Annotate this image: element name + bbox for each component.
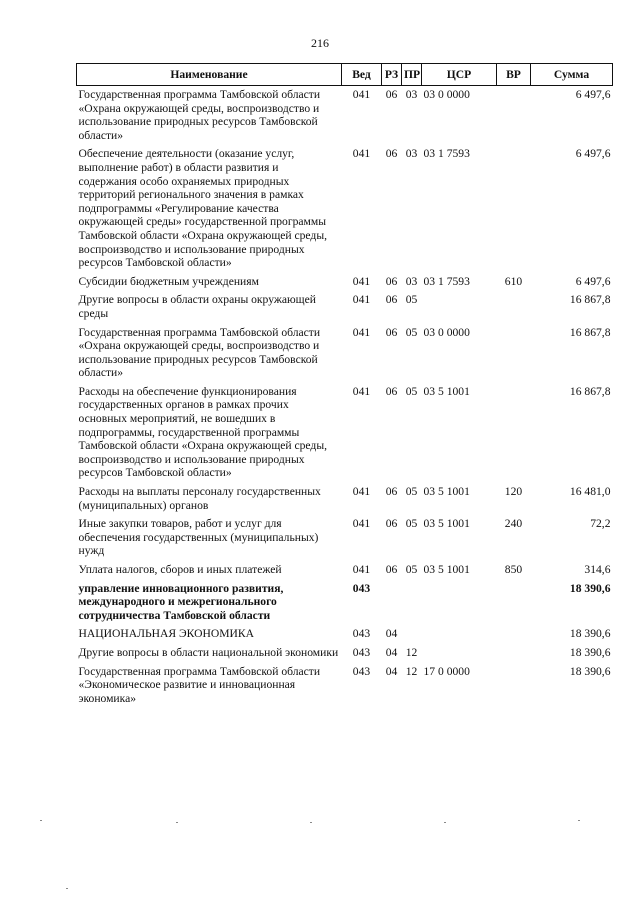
cell-vr: 610 xyxy=(504,274,523,288)
cell-ved: 043 xyxy=(352,645,371,659)
table-row xyxy=(77,663,613,709)
header-name: Наименование xyxy=(77,64,342,86)
cell-vr xyxy=(497,644,531,663)
cell-vr xyxy=(497,324,531,383)
header-sum: Сумма xyxy=(531,64,613,86)
cell-pr: 05 xyxy=(405,563,418,576)
table-row xyxy=(77,383,613,483)
cell-csr: 03 1 7593 xyxy=(423,147,470,161)
cell-rz: 04 xyxy=(385,664,398,678)
cell-pr xyxy=(402,580,422,626)
cell-rz: 06 xyxy=(385,274,398,288)
cell-csr: 03 5 1001 xyxy=(423,485,470,499)
cell-ved: 041 xyxy=(352,325,371,339)
header-csr: ЦСР xyxy=(422,64,497,86)
cell-vr xyxy=(497,291,531,323)
cell-ved: 041 xyxy=(352,517,371,531)
cell-ved: 041 xyxy=(352,147,371,161)
table-row xyxy=(77,515,613,561)
cell-csr: 03 1 7593 xyxy=(423,274,470,288)
cell-sum: 72,2 xyxy=(590,517,611,531)
cell-pr: 03 xyxy=(405,88,418,101)
cell-csr xyxy=(422,291,497,323)
cell-rz: 06 xyxy=(385,384,398,398)
table-row xyxy=(77,324,613,383)
budget-table xyxy=(76,63,613,708)
cell-csr: 03 5 1001 xyxy=(423,517,470,531)
cell-vr xyxy=(497,625,531,644)
cell-ved: 041 xyxy=(352,293,371,307)
cell-ved: 043 xyxy=(352,627,371,641)
cell-csr xyxy=(422,580,497,626)
cell-name: Государственная программа Тамбовской области «Охрана окружающей среды, воспроизводство и использование природных ресурсов Тамбовской области» xyxy=(78,88,321,142)
cell-sum: 6 497,6 xyxy=(575,274,611,288)
cell-ved: 043 xyxy=(352,664,371,678)
cell-rz: 04 xyxy=(385,627,398,641)
cell-pr: 03 xyxy=(405,274,418,288)
cell-name: Обеспечение деятельности (оказание услуг, выполнение работ) в области развития и содержания особо охраняемых природных территорий регионального значения в рамках подпрограммы «Регулирование качества окружающей среды» государственной программы Тамбовской области «Охрана окружающей среды, воспроизводство и использование природных ресурсов Тамбовской области» xyxy=(78,147,328,270)
cell-vr xyxy=(497,663,531,709)
cell-pr: 03 xyxy=(405,147,418,161)
cell-rz: 06 xyxy=(385,517,398,531)
cell-sum: 16 867,8 xyxy=(569,325,611,339)
cell-rz xyxy=(382,580,402,626)
cell-ved: 041 xyxy=(352,485,371,499)
cell-pr: 05 xyxy=(405,293,418,307)
cell-csr: 03 0 0000 xyxy=(423,325,470,339)
cell-ved: 041 xyxy=(352,563,371,576)
cell-pr: 12 xyxy=(405,664,418,678)
cell-rz: 06 xyxy=(385,325,398,339)
table-row xyxy=(77,625,613,644)
cell-csr: 03 5 1001 xyxy=(423,563,470,576)
table-row xyxy=(77,291,613,323)
cell-sum: 16 867,8 xyxy=(569,384,611,398)
cell-rz: 06 xyxy=(385,88,398,101)
cell-rz: 06 xyxy=(385,147,398,161)
cell-pr xyxy=(402,625,422,644)
cell-vr xyxy=(497,580,531,626)
cell-ved: 041 xyxy=(352,88,371,101)
table-row xyxy=(77,86,613,146)
cell-name: Расходы на обеспечение функционирования государственных органов в рамках прочих основных мероприятий, не вошедших в подпрограммы, государственной программы Тамбовской области «Охрана окружающей среды, воспроизводство и использование природных ресурсов Тамбовской области» xyxy=(78,384,328,480)
cell-sum: 16 867,8 xyxy=(569,293,611,307)
cell-pr: 05 xyxy=(405,517,418,531)
cell-sum: 16 481,0 xyxy=(569,485,611,499)
cell-vr xyxy=(497,145,531,272)
table-row xyxy=(77,483,613,515)
cell-vr: 240 xyxy=(504,517,523,531)
cell-csr: 17 0 0000 xyxy=(423,664,470,678)
page-number: 216 xyxy=(311,36,329,50)
table-row xyxy=(77,145,613,272)
cell-csr xyxy=(422,644,497,663)
cell-csr: 03 0 0000 xyxy=(423,88,470,101)
cell-rz: 06 xyxy=(385,293,398,307)
cell-rz: 04 xyxy=(385,645,398,659)
cell-pr: 05 xyxy=(405,325,418,339)
cell-vr xyxy=(497,383,531,483)
cell-name: Государственная программа Тамбовской области «Охрана окружающей среды, воспроизводство и использование природных ресурсов Тамбовской области» xyxy=(78,325,321,380)
header-vr: ВР xyxy=(497,64,531,86)
cell-sum: 6 497,6 xyxy=(575,147,611,161)
cell-sum: 314,6 xyxy=(584,563,611,576)
cell-sum: 6 497,6 xyxy=(575,88,611,101)
cell-ved: 041 xyxy=(352,384,371,398)
cell-ved: 041 xyxy=(352,274,371,288)
cell-vr xyxy=(497,86,531,146)
cell-name: Другие вопросы в области охраны окружающей среды xyxy=(78,293,316,320)
cell-name: Расходы на выплаты персоналу государственных (муниципальных) органов xyxy=(78,485,321,512)
cell-name: Субсидии бюджетным учреждениям xyxy=(78,274,259,288)
cell-name: НАЦИОНАЛЬНАЯ ЭКОНОМИКА xyxy=(78,627,255,641)
cell-sum: 18 390,6 xyxy=(569,664,611,678)
cell-name: Государственная программа Тамбовской области «Экономическое развитие и инновационная экономика» xyxy=(78,664,321,705)
cell-name: Уплата налогов, сборов и иных платежей xyxy=(78,563,282,576)
cell-name: управление инновационного развития, международного и межрегионального сотрудничества Тамбовской области xyxy=(78,581,284,622)
scan-speck xyxy=(40,820,42,821)
cell-name: Другие вопросы в области национальной экономики xyxy=(78,645,339,659)
cell-name: Иные закупки товаров, работ и услуг для обеспечения государственных (муниципальных) нужд xyxy=(78,517,319,558)
cell-rz: 06 xyxy=(385,485,398,499)
scan-speck xyxy=(310,822,312,823)
cell-vr: 120 xyxy=(504,485,523,499)
cell-sum: 18 390,6 xyxy=(569,627,611,641)
table-header-row xyxy=(77,64,613,86)
cell-pr: 12 xyxy=(405,645,418,659)
cell-csr: 03 5 1001 xyxy=(423,384,470,398)
scan-speck xyxy=(176,822,178,823)
scan-speck xyxy=(444,822,446,823)
cell-pr: 05 xyxy=(405,485,418,499)
header-rz: РЗ xyxy=(382,64,402,86)
cell-csr xyxy=(422,625,497,644)
scan-speck xyxy=(66,888,68,889)
table-row xyxy=(77,580,613,626)
table-row xyxy=(77,644,613,663)
cell-pr: 05 xyxy=(405,384,418,398)
cell-sum: 18 390,6 xyxy=(569,645,611,659)
cell-sum: 18 390,6 xyxy=(569,581,611,595)
cell-rz: 06 xyxy=(385,563,398,576)
scan-speck xyxy=(578,820,580,821)
header-pr: ПР xyxy=(402,64,422,86)
header-ved: Вед xyxy=(342,64,382,86)
cell-ved: 043 xyxy=(352,581,371,595)
table-row xyxy=(77,273,613,292)
cell-vr: 850 xyxy=(504,563,523,576)
table-row xyxy=(77,561,613,580)
